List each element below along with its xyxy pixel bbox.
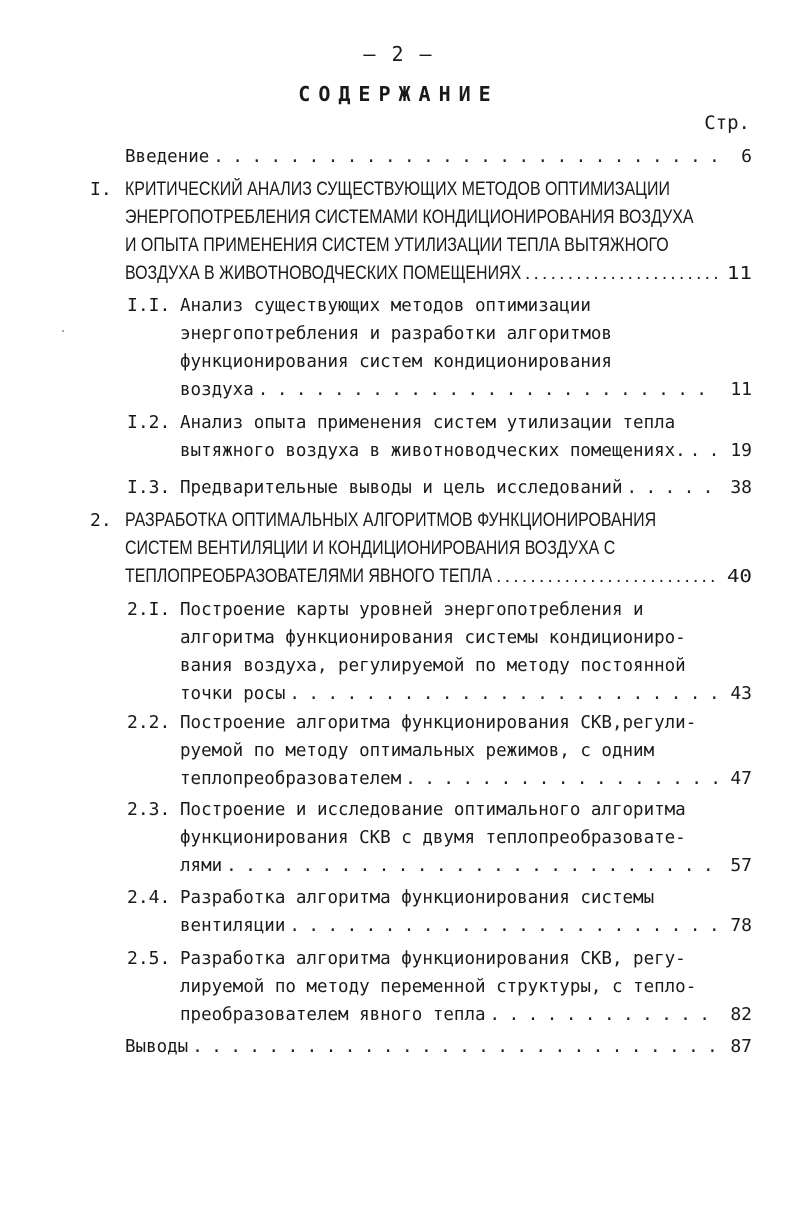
toc-entry bbox=[127, 596, 752, 708]
toc-entry-number: 2.2. bbox=[127, 712, 171, 733]
toc-entry-line bbox=[180, 348, 752, 376]
toc-entry-text: Введение bbox=[125, 147, 210, 167]
toc-dot-leader bbox=[525, 260, 718, 288]
toc-entry-text: РАЗРАБОТКА ОПТИМАЛЬНЫХ АЛГОРИТМОВ ФУНКЦИОНИРОВАНИЯ bbox=[125, 510, 657, 531]
toc-page-number: 11 bbox=[730, 379, 752, 400]
toc-entry-line bbox=[180, 320, 752, 348]
toc-entry-text: лями bbox=[180, 856, 223, 876]
toc-entry-text: ЭНЕРГОПОТРЕБЛЕНИЯ СИСТЕМАМИ КОНДИЦИОНИРОВАНИЯ ВОЗДУХА bbox=[125, 207, 694, 228]
toc-entry-text: ТЕПЛОПРЕОБРАЗОВАТЕЛЯМИ ЯВНОГО ТЕПЛА bbox=[125, 566, 493, 587]
toc-entry-last-line bbox=[180, 474, 752, 502]
toc-entry-text: точки росы bbox=[180, 684, 286, 704]
toc-dot-leader bbox=[289, 912, 718, 940]
toc-entry-last-line bbox=[180, 765, 752, 793]
toc-entry bbox=[125, 1033, 752, 1061]
toc-page-number: 87 bbox=[730, 1036, 752, 1057]
toc-entry-number: 2.5. bbox=[127, 948, 171, 969]
toc-entry bbox=[125, 143, 752, 171]
toc-entry-last-line bbox=[125, 260, 752, 288]
toc-entry-line bbox=[125, 176, 752, 204]
toc-entry-last-line bbox=[180, 1001, 752, 1029]
toc-entry-line bbox=[180, 409, 752, 437]
toc-entry-line bbox=[180, 737, 752, 765]
toc-entry-line bbox=[180, 884, 752, 912]
toc-entry-last-line bbox=[180, 376, 752, 404]
toc-entry-text: вытяжного воздуха в животноводческих помещениях. bbox=[180, 441, 686, 461]
toc-entry-number: I.2. bbox=[127, 412, 171, 433]
toc-page-number: 40 bbox=[726, 566, 752, 587]
toc-entry-line bbox=[180, 945, 752, 973]
toc-entry-text: Разработка алгоритма функционирования СКВ, регу- bbox=[180, 949, 686, 969]
toc-page-number: 19 bbox=[730, 440, 752, 461]
page-number: — 2 — bbox=[363, 42, 434, 66]
toc-entry-text: Разработка алгоритма функционирования системы bbox=[180, 888, 655, 908]
toc-entry-text: КРИТИЧЕСКИЙ АНАЛИЗ СУЩЕСТВУЮЩИХ МЕТОДОВ ОПТИМИЗАЦИИ bbox=[125, 179, 670, 200]
toc-title: СОДЕРЖАНИЕ bbox=[298, 82, 499, 106]
toc-dot-leader bbox=[289, 680, 718, 708]
toc-page-number: 57 bbox=[730, 855, 752, 876]
toc-entry-last-line bbox=[180, 852, 752, 880]
toc-dot-leader bbox=[405, 765, 718, 793]
toc-entry-text: ВОЗДУХА В ЖИВОТНОВОДЧЕСКИХ ПОМЕЩЕНИЯХ bbox=[125, 263, 522, 284]
toc-page-number: 6 bbox=[741, 146, 752, 167]
toc-entry bbox=[127, 292, 752, 404]
toc-dot-leader bbox=[490, 1001, 718, 1029]
toc-entry-line bbox=[180, 824, 752, 852]
toc-entry-text: преобразователем явного тепла bbox=[180, 1005, 486, 1025]
toc-dot-leader bbox=[627, 474, 718, 502]
toc-page-number: 11 bbox=[726, 263, 752, 284]
toc-entry-number: I. bbox=[90, 179, 112, 200]
toc-entry-line bbox=[125, 232, 752, 260]
toc-entry-text: функционирования СКВ с двумя теплопреобразовате- bbox=[180, 828, 686, 848]
toc-entry bbox=[127, 884, 752, 940]
toc-entry-line bbox=[125, 204, 752, 232]
toc-entry bbox=[127, 709, 752, 793]
toc-entry bbox=[127, 796, 752, 880]
toc-entry-line bbox=[180, 624, 752, 652]
toc-entry-text: алгоритма функционирования системы кондициониро- bbox=[180, 628, 686, 648]
toc-entry-line bbox=[180, 973, 752, 1001]
toc-entry-last-line bbox=[180, 912, 752, 940]
toc-entry-text: Выводы bbox=[125, 1037, 189, 1057]
toc-dot-leader bbox=[192, 1033, 718, 1061]
toc-entry-line bbox=[180, 652, 752, 680]
toc-entry-last-line bbox=[125, 1033, 752, 1061]
toc-entry-text: воздуха bbox=[180, 380, 254, 400]
toc-entry-line bbox=[125, 535, 752, 563]
toc-dot-leader bbox=[213, 143, 718, 171]
toc-page-number: 82 bbox=[730, 1004, 752, 1025]
toc-entry-text: теплопреобразователем bbox=[180, 769, 402, 789]
toc-dot-leader bbox=[258, 376, 718, 404]
toc-entry-text: функционирования систем кондиционирования bbox=[180, 352, 612, 372]
toc-entry-line bbox=[180, 709, 752, 737]
toc-page-number: 43 bbox=[730, 683, 752, 704]
toc-entry-last-line bbox=[125, 563, 752, 591]
page-column-header: Стр. bbox=[704, 112, 750, 134]
toc-page-number: 78 bbox=[730, 915, 752, 936]
toc-entry-text: руемой по методу оптимальных режимов, с одним bbox=[180, 741, 655, 761]
toc-entry-line bbox=[180, 292, 752, 320]
toc-entry-number: 2.3. bbox=[127, 799, 171, 820]
toc-page-number: 38 bbox=[730, 477, 752, 498]
toc-dot-leader bbox=[496, 563, 718, 591]
toc-entry-text: вентиляции bbox=[180, 916, 286, 936]
toc-dot-leader bbox=[690, 437, 718, 465]
toc-entry-line bbox=[180, 796, 752, 824]
toc-entry-number: I.I. bbox=[127, 295, 171, 316]
toc-entry bbox=[127, 945, 752, 1029]
toc-dot-leader bbox=[226, 852, 718, 880]
toc-entry-text: вания воздуха, регулируемой по методу постоянной bbox=[180, 656, 686, 676]
paper-speck bbox=[62, 330, 64, 332]
toc-entry-text: Анализ существующих методов оптимизации bbox=[180, 296, 591, 316]
toc-entry-line bbox=[125, 507, 752, 535]
toc-entry-number: 2.4. bbox=[127, 887, 171, 908]
toc-page-number: 47 bbox=[730, 768, 752, 789]
toc-entry-text: энергопотребления и разработки алгоритмов bbox=[180, 324, 612, 344]
toc-entry bbox=[127, 474, 752, 502]
toc-entry-number: 2.I. bbox=[127, 599, 171, 620]
toc-entry-last-line bbox=[180, 680, 752, 708]
toc-entry-text: СИСТЕМ ВЕНТИЛЯЦИИ И КОНДИЦИОНИРОВАНИЯ ВОЗДУХА С bbox=[125, 538, 616, 559]
toc-entry-text: Построение алгоритма функционирования СКВ,регули- bbox=[180, 713, 697, 733]
toc-entry-text: Предварительные выводы и цель исследований bbox=[180, 478, 623, 498]
toc-entry-text: И ОПЫТА ПРИМЕНЕНИЯ СИСТЕМ УТИЛИЗАЦИИ ТЕПЛА ВЫТЯЖНОГО bbox=[125, 235, 669, 256]
toc-entry-text: Построение карты уровней энергопотребления и bbox=[180, 600, 644, 620]
toc-entry-last-line bbox=[180, 437, 752, 465]
toc-entry-text: лируемой по методу переменной структуры, с тепло- bbox=[180, 977, 697, 997]
toc-entry bbox=[90, 176, 752, 288]
toc-entry bbox=[90, 507, 752, 591]
toc-entry-line bbox=[180, 596, 752, 624]
toc-entry-text: Построение и исследование оптимального алгоритма bbox=[180, 800, 686, 820]
toc-entry-number: 2. bbox=[90, 510, 112, 531]
toc-entry-text: Анализ опыта применения систем утилизации тепла bbox=[180, 413, 676, 433]
toc-entry bbox=[127, 409, 752, 465]
toc-entry-last-line bbox=[125, 143, 752, 171]
toc-entry-number: I.3. bbox=[127, 477, 171, 498]
